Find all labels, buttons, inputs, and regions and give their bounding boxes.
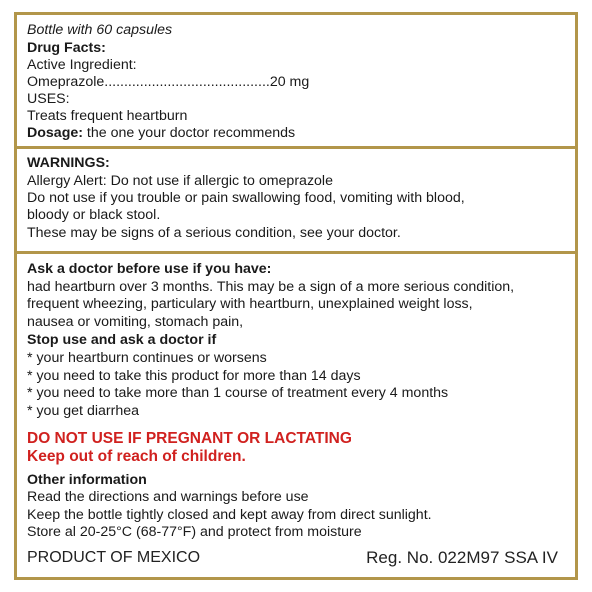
uses-label: USES: <box>27 91 70 107</box>
other-info-title: Other information <box>27 472 147 488</box>
section-divider <box>14 251 578 254</box>
ingredient-line: Omeprazole..........................................20 mg <box>27 74 310 90</box>
children-warning: Keep out of reach of children. <box>27 448 246 465</box>
bottle-count: Bottle with 60 capsules <box>27 22 173 38</box>
registration-number: Reg. No. 022M97 SSA IV <box>366 548 558 567</box>
stop-use-line: * you need to take this product for more than 14 days <box>27 368 361 384</box>
section-divider <box>14 146 578 149</box>
pregnancy-warning: DO NOT USE IF PREGNANT OR LACTATING <box>27 430 352 447</box>
dosage-label: Dosage: <box>27 125 83 141</box>
ask-doctor-line: had heartburn over 3 months. This may be a sign of a more serious condition, <box>27 279 515 295</box>
drug-facts-title: Drug Facts: <box>27 40 106 56</box>
other-info-line: Store al 20-25°C (68-77°F) and protect from moisture <box>27 524 362 540</box>
stop-use-line: * your heartburn continues or worsens <box>27 350 267 366</box>
warning-line: These may be signs of a serious condition, see your doctor. <box>27 225 401 241</box>
warnings-title: WARNINGS: <box>27 155 110 171</box>
warning-line: Do not use if you trouble or pain swallowing food, vomiting with blood, <box>27 190 465 206</box>
active-ingredient-label: Active Ingredient: <box>27 57 137 73</box>
stop-use-line: * you need to take more than 1 course of treatment every 4 months <box>27 385 449 401</box>
warning-line: Allergy Alert: Do not use if allergic to omeprazole <box>27 173 333 189</box>
country-of-origin: PRODUCT OF MEXICO <box>27 549 201 566</box>
dosage-text: the one your doctor recommends <box>82 125 296 141</box>
ask-doctor-line: frequent wheezing, particulary with heartburn, unexplained weight loss, <box>27 296 473 312</box>
stop-use-line: * you get diarrhea <box>27 403 139 419</box>
ask-doctor-title: Ask a doctor before use if you have: <box>27 261 272 277</box>
stop-use-title: Stop use and ask a doctor if <box>27 332 217 348</box>
dosage-line <box>27 125 295 142</box>
ask-doctor-line: nausea or vomiting, stomach pain, <box>27 314 244 330</box>
other-info-line: Keep the bottle tightly closed and kept away from direct sunlight. <box>27 507 432 523</box>
other-info-line: Read the directions and warnings before use <box>27 489 309 505</box>
uses-text: Treats frequent heartburn <box>27 108 188 124</box>
warning-line: bloody or black stool. <box>27 207 161 223</box>
